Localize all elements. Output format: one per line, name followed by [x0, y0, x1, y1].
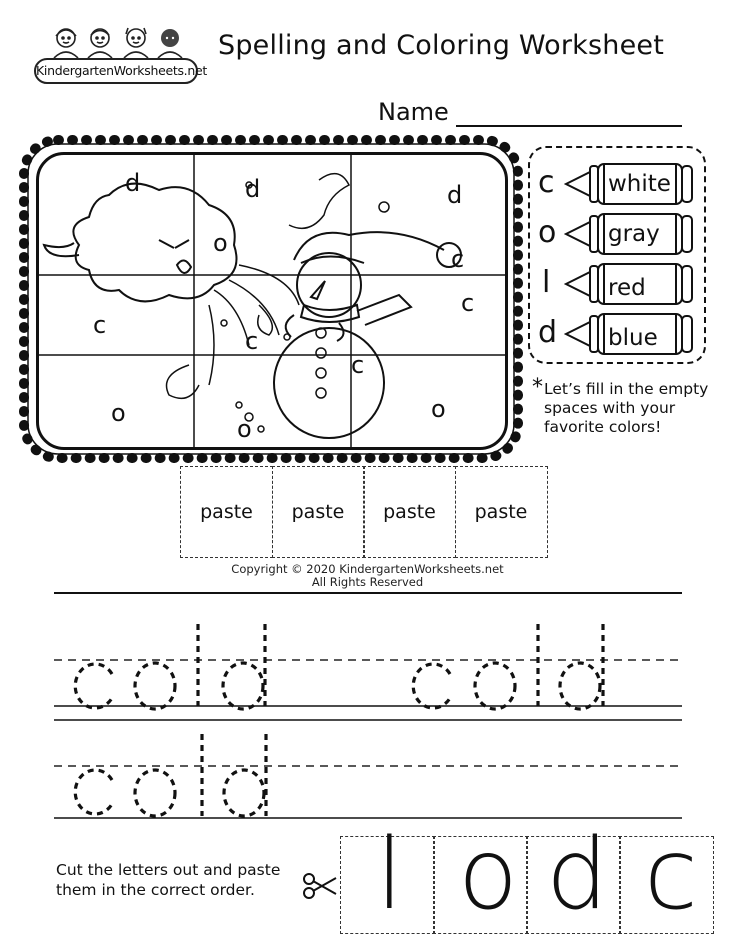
paste-box[interactable]: paste — [272, 466, 365, 558]
legend-letter-o: o — [538, 215, 557, 250]
name-label: Name — [378, 98, 449, 126]
legend-letter-l: l — [542, 265, 551, 300]
note-star: * — [532, 375, 543, 400]
picture-letter: d — [245, 175, 261, 203]
legend-letter-d: d — [538, 315, 558, 350]
picture-letter: o — [237, 415, 252, 443]
page-title: Spelling and Coloring Worksheet — [218, 30, 664, 61]
cut-letter: o — [458, 818, 518, 932]
picture-letter: c — [245, 327, 259, 355]
legend-color-blue: blue — [608, 325, 658, 351]
trace-word-area[interactable] — [0, 594, 735, 824]
logo-text: KindergartenWorksheets.net — [34, 58, 198, 84]
picture-letter: o — [431, 395, 446, 423]
paste-area — [180, 466, 552, 558]
paste-box[interactable]: paste — [455, 466, 548, 558]
picture-letter: o — [111, 399, 126, 427]
name-write-line[interactable] — [456, 125, 682, 127]
cut-letter: l — [376, 818, 404, 932]
picture-letter: c — [93, 311, 107, 339]
rights-line: All Rights Reserved — [311, 575, 424, 589]
picture-letter: d — [125, 169, 141, 197]
legend-color-white: white — [608, 171, 671, 197]
legend-color-gray: gray — [608, 221, 660, 247]
picture-letter: c — [461, 289, 475, 317]
paste-box[interactable]: paste — [180, 466, 273, 558]
copyright — [0, 563, 735, 589]
kids-faces-icon — [48, 24, 188, 58]
picture-letter: d — [447, 181, 463, 209]
note-text: Let’s fill in the empty spaces with your favorite colors! — [544, 380, 709, 436]
cut-letter: c — [644, 818, 698, 932]
scissors-icon — [302, 872, 340, 900]
cut-letter: d — [546, 818, 609, 932]
copyright-line: Copyright © 2020 KindergartenWorksheets.net — [231, 562, 504, 576]
picture-letter: o — [213, 229, 228, 257]
picture-letter: c — [351, 351, 365, 379]
cut-instructions: Cut the letters out and paste them in the correct order. — [56, 861, 281, 899]
coloring-picture[interactable] — [36, 152, 508, 450]
paste-box[interactable]: paste — [363, 466, 456, 558]
coloring-note — [532, 375, 722, 437]
site-logo — [34, 24, 207, 86]
picture-letter: c — [451, 245, 465, 273]
legend-color-red: red — [608, 275, 646, 301]
legend-letter-c: c — [538, 165, 555, 200]
